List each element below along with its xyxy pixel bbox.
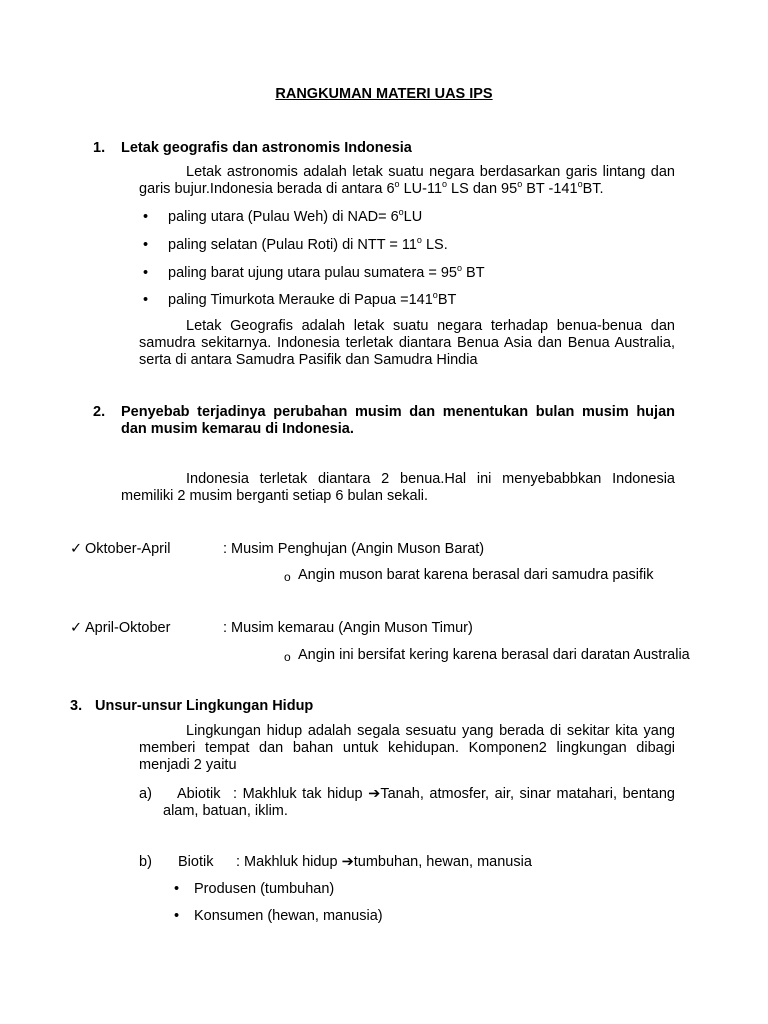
- item-b-name: Biotik: [178, 854, 214, 870]
- section-2-heading: Penyebab terjadinya perubahan musim dan menentukan bulan musim hujan dan musim kemarau di Indonesia.: [121, 404, 675, 437]
- item-b-description: : Makhluk hidup ➔tumbuhan, hewan, manusia: [236, 854, 532, 870]
- document-title: RANGKUMAN MATERI UAS IPS: [275, 86, 493, 102]
- bullet-icon: •: [143, 237, 149, 253]
- circle-bullet-icon: o: [284, 570, 291, 584]
- list-item: paling utara (Pulau Weh) di $NAD= 6^oLU$: [168, 207, 423, 225]
- list-item: Produsen (tumbuhan): [194, 881, 335, 897]
- circle-bullet-icon: o: [284, 650, 291, 664]
- season-subitem: Angin muson barat karena berasal dari samudra pasifik: [298, 567, 654, 583]
- item-a-label: a): [139, 786, 152, 802]
- section-3-number: 3.: [70, 698, 83, 714]
- section-1-heading: Letak geografis dan astronomis Indonesia: [121, 140, 412, 156]
- list-item: paling selatan (Pulau Roti) di NTT = $11^o$ LS.: [168, 235, 448, 253]
- list-item: Konsumen (hewan, manusia): [194, 908, 383, 924]
- season-description: : Musim Penghujan (Angin Muson Barat): [223, 541, 485, 557]
- list-item: paling barat ujung utara pulau sumatera = $95^o$ BT: [168, 263, 485, 281]
- item-a-name: Abiotik: [177, 786, 221, 802]
- bullet-icon: •: [143, 209, 149, 225]
- item-b-label: b): [139, 854, 152, 870]
- item-a-description: : Makhluk tak hidup ➔Tanah, atmosfer, air, sinar matahari, bentang alam, batuan, iklim.: [163, 786, 675, 819]
- section-3-paragraph: Lingkungan hidup adalah segala sesuatu yang berada di sekitar kita yang memberi tempat dan bahan untuk kehidupan. Komponen2 lingkungan dibagi menjadi 2 yaitu: [139, 723, 675, 773]
- check-icon: ✓: [70, 541, 83, 557]
- section-1-number: 1.: [93, 140, 106, 156]
- section-2-number: 2.: [93, 404, 106, 420]
- section-1-paragraph-astronomis: Letak astronomis adalah letak suatu negara berdasarkan garis lintang dan garis bujur.Indonesia berada di antara 6$^o$ LU-11$^o$ LS dan 95$^o$ BT -141$^o$BT.: [139, 164, 675, 197]
- bullet-icon: •: [174, 908, 180, 924]
- bullet-icon: •: [143, 265, 149, 281]
- season-subitem: Angin ini bersifat kering karena berasal dari daratan Australia: [298, 647, 690, 663]
- season-period: Oktober-April: [85, 541, 171, 557]
- section-1-paragraph-geografis: Letak Geografis adalah letak suatu negara terhadap benua-benua dan samudra sekitarnya. Indonesia terletak diantara Benua Asia dan Benua Australia, serta di antara Samudra Pasifik dan Samudra Hindia: [139, 318, 675, 368]
- season-period: April-Oktober: [85, 620, 171, 636]
- season-description: : Musim kemarau (Angin Muson Timur): [223, 620, 473, 636]
- bullet-icon: •: [174, 881, 180, 897]
- arrow-right-icon: ➔: [341, 854, 354, 870]
- bullet-icon: •: [143, 292, 149, 308]
- section-3-heading: Unsur-unsur Lingkungan Hidup: [95, 698, 314, 714]
- check-icon: ✓: [70, 620, 83, 636]
- list-item: paling Timurkota Merauke di Papua $=141^oBT$: [168, 290, 457, 308]
- section-2-paragraph: Indonesia terletak diantara 2 benua.Hal ini menyebabbkan Indonesia memiliki 2 musim berganti setiap 6 bulan sekali.: [121, 471, 675, 504]
- arrow-right-icon: ➔: [368, 786, 381, 802]
